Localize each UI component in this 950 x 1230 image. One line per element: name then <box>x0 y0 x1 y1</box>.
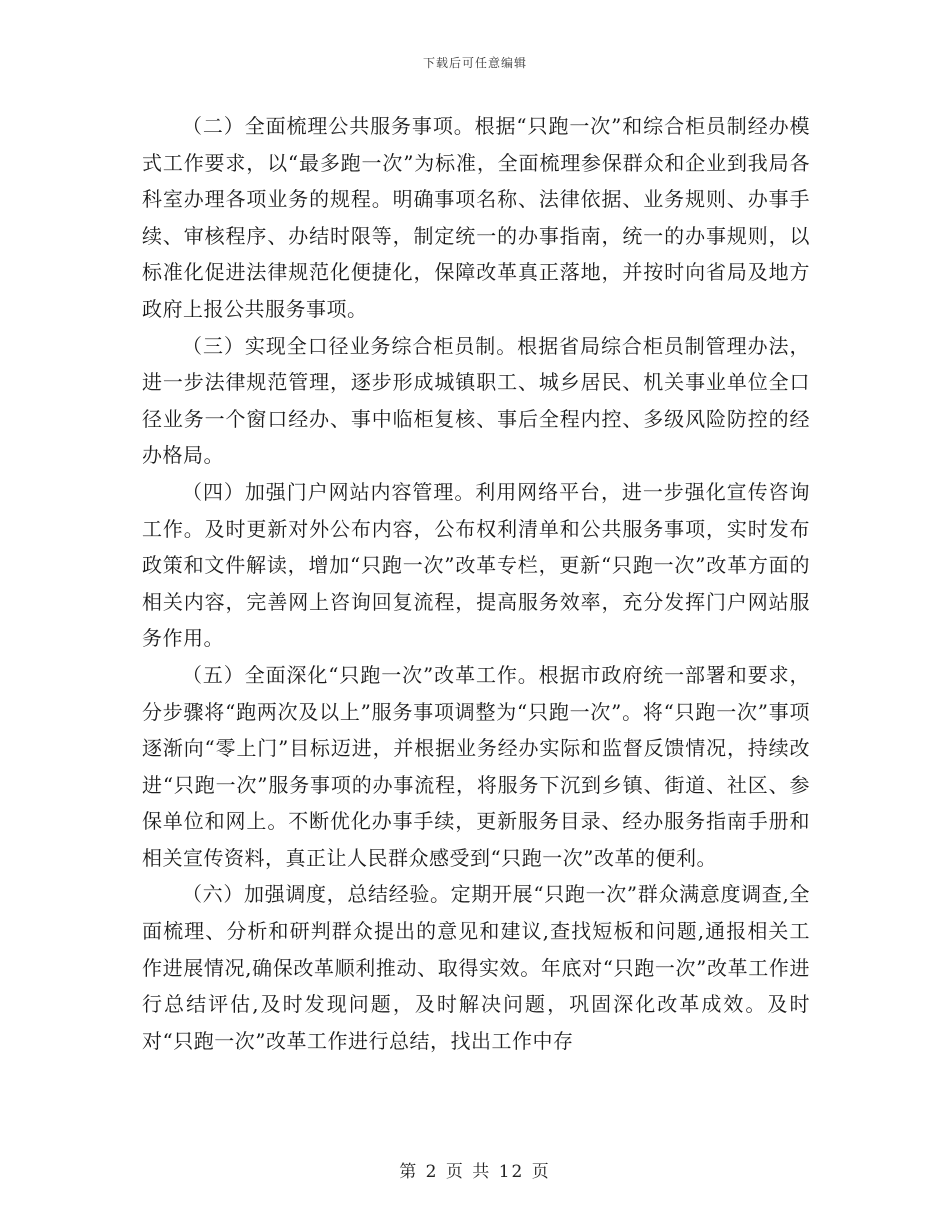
paragraph-3: （三）实现全口径业务综合柜员制。根据省局综合柜员制管理办法，进一步法律规范管理，逐步形成城镇职工、城乡居民、机关事业单位全口径业务一个窗口经办、事中临柜复核、事后全程内控、多级风险防控的经办格局。 <box>142 333 810 468</box>
paragraph-6: （六）加强调度，总结经验。定期开展“只跑一次”群众满意度调查,全面梳理、分析和研判群众提出的意见和建议,查找短板和问题,通报相关工作进展情况,确保改革顺利推动、取得实效。年底对“只跑一次”改革工作进行总结评估,及时发现问题，及时解决问题，巩固深化改革成效。及时对“只跑一次”改革工作进行总结，找出工作中存 <box>142 882 810 1053</box>
page-number-footer: 第 2 页 共 12 页 <box>399 1162 551 1182</box>
paragraph-2: （二）全面梳理公共服务事项。根据“只跑一次”和综合柜员制经办模式工作要求，以“最多跑一次”为标准，全面梳理参保群众和企业到我局各科室办理各项业务的规程。明确事项名称、法律依据、业务规则、办事手续、审核程序、办结时限等，制定统一的办事指南，统一的办事规则，以标准化促进法律规范化便捷化，保障改革真正落地，并按时向省局及地方政府上报公共服务事项。 <box>142 114 810 321</box>
paragraph-4: （四）加强门户网站内容管理。利用网络平台，进一步强化宣传咨询工作。及时更新对外公布内容，公布权利清单和公共服务事项，实时发布政策和文件解读，增加“只跑一次”改革专栏，更新“只跑一次”改革方面的相关内容，完善网上咨询回复流程，提高服务效率，充分发挥门户网站服务作用。 <box>142 479 810 651</box>
page-header-note: 下载后可任意编辑 <box>422 56 527 70</box>
document-body <box>142 108 810 1059</box>
paragraph-5: （五）全面深化“只跑一次”改革工作。根据市政府统一部署和要求，分步骤将“跑两次及以上”服务事项调整为“只跑一次”。将“只跑一次”事项逐渐向“零上门”目标迈进，并根据业务经办实际和监督反馈情况，持续改进“只跑一次”服务事项的办事流程，将服务下沉到乡镇、街道、社区、参保单位和网上。不断优化办事手续，更新服务目录、经办服务指南手册和相关宣传资料，真正让人民群众感受到“只跑一次”改革的便利。 <box>142 662 810 870</box>
